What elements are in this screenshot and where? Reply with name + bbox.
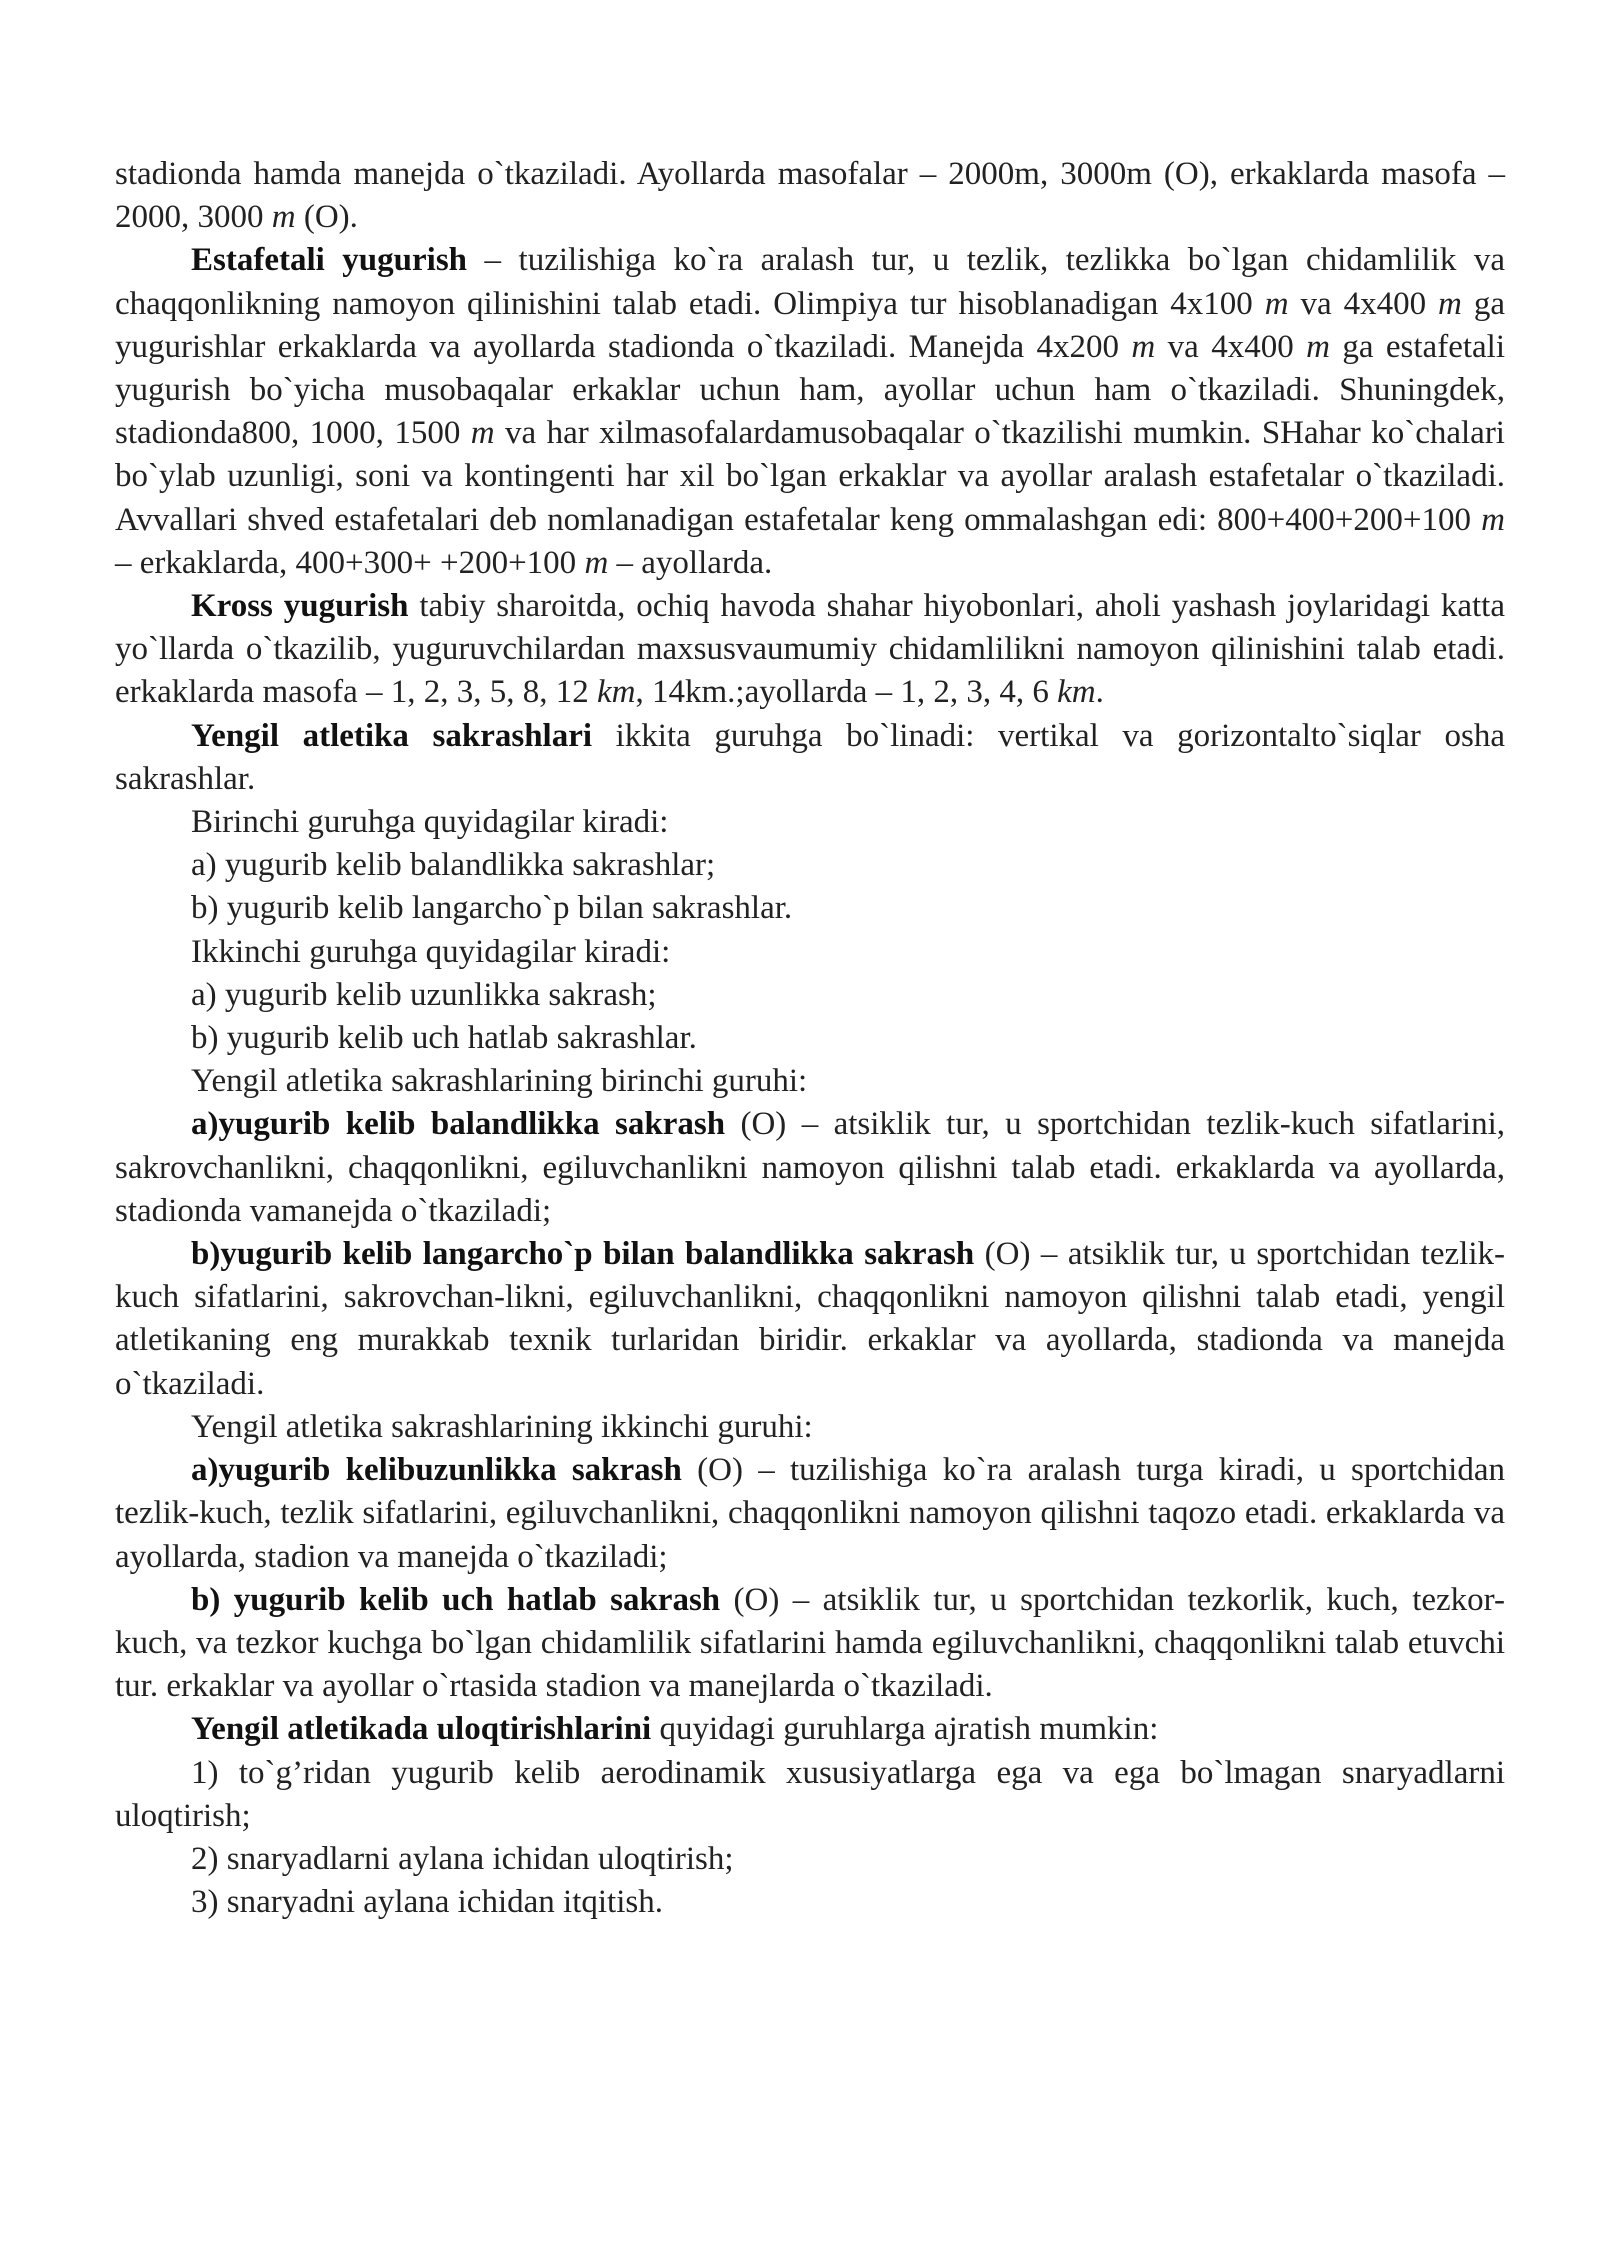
text-run: stadionda hamda manejda o`tkaziladi. Ayollarda masofalar – 2000m, 3000m (O), erkaklarda masofa – 2000, 3000 bbox=[115, 156, 1505, 236]
bold-term: Estafetali yugurish bbox=[191, 242, 468, 279]
bold-term: b)yugurib kelib langarcho`p bilan balandlikka sakrash bbox=[191, 1236, 975, 1273]
paragraph bbox=[115, 974, 1505, 1017]
text-run: ikkita guruhga bo`linadi: vertikal va gorizontalto`siqlar osha sakrashlar. bbox=[115, 717, 1505, 797]
paragraph bbox=[115, 1233, 1505, 1406]
paragraph bbox=[115, 1881, 1505, 1924]
paragraph bbox=[115, 1752, 1505, 1838]
text-run: (O) – atsiklik tur, u sportchidan tezlik-kuch sifatlarini, sakrovchanlikni, chaqqonlikni, egiluvchanlikni namoyon qilishni talab etadi. erkaklarda va ayollarda, stadionda vamanejda o`tkaziladi; bbox=[115, 1106, 1505, 1229]
text-run: 2) snaryadlarni aylana ichidan uloqtirish; bbox=[191, 1840, 734, 1877]
unit-italic: m bbox=[470, 415, 495, 452]
unit-italic: m bbox=[1438, 285, 1462, 322]
unit-italic: m bbox=[1131, 328, 1156, 365]
unit-italic: km bbox=[597, 674, 636, 711]
paragraph bbox=[115, 1060, 1505, 1103]
paragraph bbox=[115, 585, 1505, 715]
text-run: , 14km.;ayollarda – 1, 2, 3, 4, 6 bbox=[635, 674, 1058, 711]
text-run: tabiy sharoitda, ochiq havoda shahar hiyobonlari, aholi yashash joylaridagi katta yo`llarda o`tkazilib, yuguruvchilardan maxsusvaumumiy chidamlilikni namoyon qilinishini talab etadi. erkaklarda masofa – 1, 2, 3, 5, 8, 12 bbox=[115, 588, 1505, 711]
bold-term: a)yugurib kelibuzunlikka sakrash bbox=[191, 1452, 682, 1489]
paragraph bbox=[115, 715, 1505, 801]
paragraph bbox=[115, 153, 1505, 239]
text-run: 3) snaryadni aylana ichidan itqitish. bbox=[191, 1884, 663, 1921]
text-run: quyidagi guruhlarga ajratish mumkin: bbox=[651, 1711, 1159, 1748]
bold-term: Yengil atletika sakrashlari bbox=[191, 717, 593, 754]
text-run: Ikkinchi guruhga quyidagilar kiradi: bbox=[191, 933, 671, 970]
text-run: – ayollarda. bbox=[608, 544, 773, 581]
paragraph bbox=[115, 1708, 1505, 1751]
text-run: b) yugurib kelib langarcho`p bilan sakrashlar. bbox=[191, 890, 793, 927]
text-run: va 4x400 bbox=[1155, 328, 1307, 365]
unit-italic: m bbox=[1306, 328, 1330, 365]
paragraph bbox=[115, 1579, 1505, 1709]
text-run: Yengil atletika sakrashlarining birinchi guruhi: bbox=[191, 1063, 808, 1100]
unit-italic: m bbox=[271, 199, 296, 236]
paragraph bbox=[115, 1017, 1505, 1060]
text-run: (O) – atsiklik tur, u sportchidan tezkorlik, kuch, tezkor-kuch, va tezkor kuchga bo`lgan chidamlilik sifatlarini hamda egiluvchanlikni, chaqqonlikni talab etuvchi tur. erkaklar va ayollar o`rtasida stadion va manejlarda o`tkaziladi. bbox=[115, 1581, 1505, 1705]
paragraph bbox=[115, 931, 1505, 974]
text-run: a) yugurib kelib uzunlikka sakrash; bbox=[191, 976, 657, 1013]
bold-term: b) yugurib kelib uch hatlab sakrash bbox=[191, 1581, 721, 1618]
paragraph bbox=[115, 1449, 1505, 1579]
bold-term: a)yugurib kelib balandlikka sakrash bbox=[191, 1106, 726, 1143]
paragraph bbox=[115, 887, 1505, 930]
text-run: – tuzilishiga ko`ra aralash tur, u tezlik, tezlikka bo`lgan chidamlilik va chaqqonlikning namoyon qilinishini talab etadi. Olimpiya tur hisoblanadigan 4x100 bbox=[115, 242, 1505, 322]
document-page bbox=[115, 153, 1505, 1924]
text-run: ga estafetali yugurish bo`yicha musobaqalar erkaklar uchun ham, ayollar uchun ham o`tkaziladi. Shuningdek, stadionda800, 1000, 1500 bbox=[115, 328, 1505, 452]
text-run: ga yugurishlar erkaklarda va ayollarda stadionda o`tkaziladi. Manejda 4x200 bbox=[115, 285, 1505, 365]
text-run: Yengil atletika sakrashlarining ikkinchi guruhi: bbox=[191, 1408, 813, 1445]
unit-italic: km bbox=[1057, 674, 1096, 711]
text-run: 1) to`g’ridan yugurib kelib aerodinamik xususiyatlarga ega va ega bo`lmagan snaryadlarni uloqtirish; bbox=[115, 1754, 1505, 1834]
paragraph bbox=[115, 801, 1505, 844]
text-run: a) yugurib kelib balandlikka sakrashlar; bbox=[191, 847, 716, 884]
paragraph bbox=[115, 1838, 1505, 1881]
paragraph bbox=[115, 844, 1505, 887]
text-run: (O) – tuzilishiga ko`ra aralash turga kiradi, u sportchidan tezlik-kuch, tezlik sifatlarini, egiluvchanlikni, chaqqonlikni namoyon qilishni taqozo etadi. erkaklarda va ayollarda, stadion va manejda o`tkaziladi; bbox=[115, 1452, 1506, 1575]
bold-term: Kross yugurish bbox=[191, 588, 409, 625]
text-run: va 4x400 bbox=[1288, 285, 1439, 322]
text-run: va har xilmasofalardamusobaqalar o`tkazilishi mumkin. SHahar ko`chalari bo`ylab uzunligi, soni va kontingenti har xil bo`lgan erkaklar va ayollar aralash estafetalar o`tkaziladi. Avvallari shved estafetalari deb nomlanadigan estafetalar keng ommalashgan edi: 800+400+200+100 bbox=[115, 415, 1505, 538]
paragraph bbox=[115, 239, 1505, 585]
text-run: – erkaklarda, 400+300+ +200+100 bbox=[115, 544, 585, 581]
paragraph bbox=[115, 1406, 1505, 1449]
text-run: b) yugurib kelib uch hatlab sakrashlar. bbox=[191, 1020, 697, 1057]
paragraph bbox=[115, 1103, 1505, 1233]
text-run: . bbox=[1095, 674, 1104, 711]
text-run: (O). bbox=[295, 199, 358, 236]
text-run: (O) – atsiklik tur, u sportchidan tezlik-kuch sifatlarini, sakrovchan-likni, egiluvchanlikni, chaqqonlikni namoyon qilishni talab etadi, yengil atletikaning eng murakkab texnik turlaridan biridir. erkaklar va ayollarda, stadionda va manejda o`tkaziladi. bbox=[115, 1236, 1505, 1402]
text-run: Birinchi guruhga quyidagilar kiradi: bbox=[191, 804, 669, 841]
bold-term: Yengil atletikada uloqtirishlarini bbox=[191, 1711, 652, 1748]
unit-italic: m bbox=[584, 544, 609, 581]
unit-italic: m bbox=[1264, 285, 1289, 322]
unit-italic: m bbox=[1481, 501, 1505, 538]
